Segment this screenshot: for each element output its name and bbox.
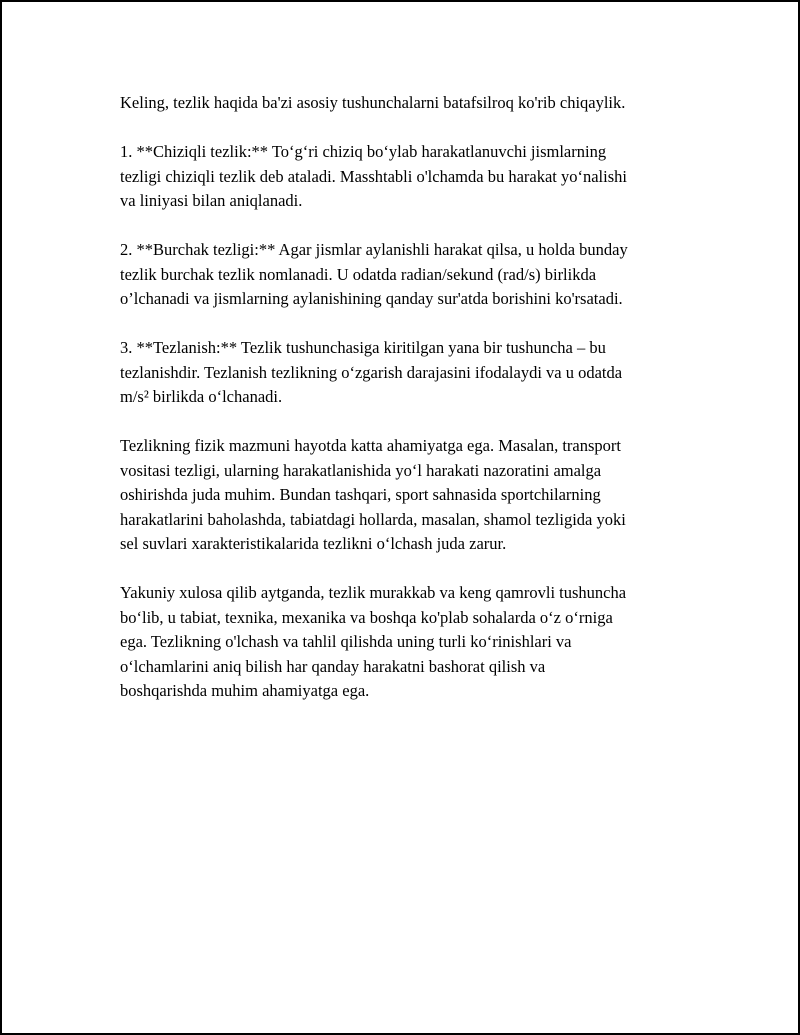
document-body [120, 91, 695, 728]
acceleration-paragraph: 3. **Tezlanish:** Tezlik tushunchasiga kiritilgan yana bir tushuncha – bu tezlanishdir. Tezlanish tezlikning o‘zgarish darajasini ifodalaydi va u odatda m/s² birlikda o‘lchanadi. [120, 338, 623, 406]
linear-speed-paragraph: 1. **Chiziqli tezlik:** To‘g‘ri chiziq bo‘ylab harakatlanuvchi jismlarning tezligi chiziqli tezlik deb ataladi. Masshtabli o'lchamda bu harakat yo‘nalishi va liniyasi bilan aniqlanadi. [120, 142, 627, 210]
conclusion-paragraph: Yakuniy xulosa qilib aytganda, tezlik murakkab va keng qamrovli tushuncha bo‘lib, u tabiat, texnika, mexanika va boshqa ko'plab sohalarda o‘z o‘rniga ega. Tezlikning o'lchash va tahlil qilishda uning turli ko‘rinishlari va o‘lchamlarini aniq bilish har qanday harakatni bashorat qilish va boshqarishda muhim ahamiyatga ega. [120, 583, 627, 700]
intro-paragraph: Keling, tezlik haqida ba'zi asosiy tushunchalarni batafsilroq ko'rib chiqaylik. [120, 93, 626, 112]
angular-speed-paragraph: 2. **Burchak tezligi:** Agar jismlar aylanishli harakat qilsa, u holda bunday tezlik burchak tezlik nomlanadi. U odatda radian/sekund (rad/s) birlikda o’lchanadi va jismlarning aylanishining qanday sur'atda borishini ko'rsatadi. [120, 240, 628, 308]
importance-paragraph: Tezlikning fizik mazmuni hayotda katta ahamiyatga ega. Masalan, transport vositasi tezligi, ularning harakatlanishida yo‘l harakati nazoratini amalga oshirishda juda muhim. Bundan tashqari, sport sahnasida sportchilarning harakatlarini baholashda, tabiatdagi hollarda, masalan, shamol tezligida yoki sel suvlari xarakteristikalarida tezlikni o‘lchash juda zarur. [120, 436, 626, 553]
